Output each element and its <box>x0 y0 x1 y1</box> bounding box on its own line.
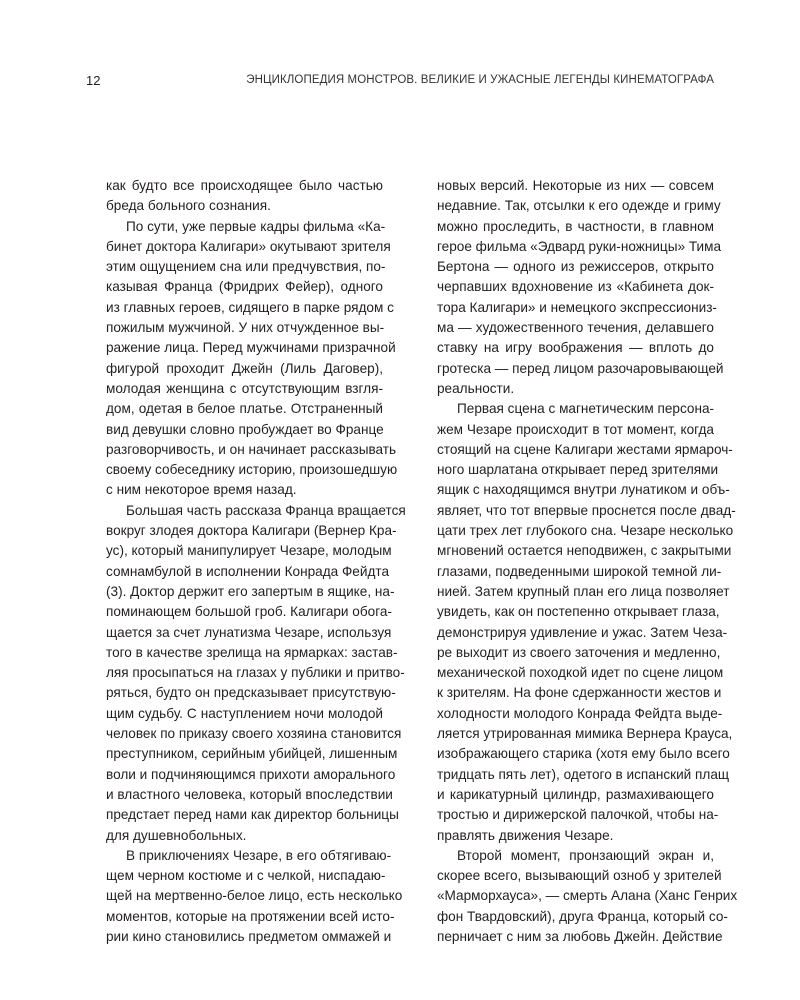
text-line: к зрителям. На фоне сдержанности жестов и <box>437 685 722 701</box>
text-line: пожилым мужчиной. У них отчужденное вы- <box>106 320 385 336</box>
text-column-right <box>437 176 738 947</box>
text-line: ляется утрированная мимика Вернера Крауса, <box>437 726 733 742</box>
text-line: новых версий. Некоторые из них — совсем <box>437 178 714 193</box>
text-line: ряться, будто он предсказывает присутствую- <box>106 685 396 701</box>
text-line: поминающем большой гроб. Калигари обога- <box>106 604 392 620</box>
text-line: демонстрируя удивление и ужас. Затем Чеза- <box>437 624 728 640</box>
paragraph <box>106 501 406 846</box>
text-line: ящик с находящимся внутри лунатиком и объ- <box>437 482 730 498</box>
text-line: этим ощущением сна или предчувствия, по- <box>106 259 386 275</box>
text-line: реальности. <box>437 380 515 396</box>
text-line: жем Чезаре происходит в тот момент, когда <box>437 421 714 437</box>
text-line: можно проследить, в частности, в главном <box>437 218 714 234</box>
text-line: стоящий на сцене Калигари жестами ярмароч- <box>437 441 733 457</box>
text-line: сомнамбулой в исполнении Конрада Фейдта <box>106 563 390 579</box>
text-line: воли и подчиняющимся прихоти аморального <box>106 766 396 782</box>
text-line: ражение лица. Перед мужчинами призрачной <box>106 340 396 356</box>
text-line: из главных героев, сидящего в парке рядом с <box>106 299 394 315</box>
text-line: механической походкой идет по сцене лицом <box>437 665 724 681</box>
paragraph <box>106 217 398 501</box>
text-line: предстает перед нами как директор больницы <box>106 807 399 823</box>
text-line: казывая Франца (Фридрих Фейер), одного <box>106 279 383 295</box>
text-line: как будто все происходящее было частью <box>106 178 383 193</box>
text-line: дом, одетая в белое платье. Отстраненный <box>106 401 383 417</box>
text-line: человек по приказу своего хозяина становится <box>106 726 402 742</box>
paragraph <box>437 399 736 846</box>
text-line: ма — художественного течения, делавшего <box>437 320 714 336</box>
paragraph <box>106 846 403 947</box>
text-line: бреда больного сознания. <box>106 198 271 214</box>
text-line: вид девушки словно пробуждает во Франце <box>106 421 384 437</box>
text-line: цати трех лет глубокого сна. Чезаре несколько <box>437 523 734 539</box>
text-line: ляя просыпаться на глазах у публики и притво- <box>106 665 405 681</box>
text-line: Первая сцена с магнетическим персона- <box>457 401 715 417</box>
text-line: ставку на игру воображения — вплоть до <box>437 340 714 356</box>
text-line: скорее всего, вызывающий озноб у зрителей <box>437 868 722 884</box>
text-line: черпавших вдохновение из «Кабинета док- <box>437 279 714 295</box>
text-line: гротеска — перед лицом разочаровывающей <box>437 360 724 376</box>
text-line: (3). Доктор держит его запертым в ящике, на- <box>106 583 395 599</box>
text-line: тора Калигари» и немецкого экспрессиониз- <box>437 299 717 315</box>
text-line: изображающего старика (хотя ему было всего <box>437 746 730 762</box>
paragraph <box>106 176 383 217</box>
text-line: щем черном костюме и с челкой, ниспадаю- <box>106 868 386 884</box>
text-line: увидеть, как он постепенно открывает глаза, <box>437 604 720 620</box>
text-line: разговорчивость, и он начинает рассказывать <box>106 441 397 457</box>
running-header-title: ЭНЦИКЛОПЕДИЯ МОНСТРОВ. ВЕЛИКИЕ И УЖАСНЫЕ ЛЕГЕНДЫ КИНЕМАТОГРАФА <box>246 74 714 86</box>
text-line: того в качестве зрелища на ярмарках: застав- <box>106 644 398 660</box>
text-line: и карикатурный цилиндр, размахивающего <box>437 786 714 802</box>
text-line: герое фильма «Эдвард руки-ножницы» Тима <box>437 238 722 254</box>
text-line: ного шарлатана открывает перед зрителями <box>437 462 719 478</box>
text-line: моментов, которые на протяжении всей исто- <box>106 908 395 924</box>
text-line: недавние. Так, отсылки к его одежде и гриму <box>437 198 721 214</box>
text-line: мгновений остается неподвижен, с закрытыми <box>437 543 732 559</box>
text-line: для душевнобольных. <box>106 827 247 843</box>
text-line: щей на мертвенно-белое лицо, есть несколько <box>106 888 403 904</box>
text-line: тридцать пять лет), одетого в испанский плащ <box>437 766 730 782</box>
text-line: перничает с ним за любовь Джейн. Действие <box>437 928 723 944</box>
text-line: нией. Затем крупный план его лица позволяет <box>437 583 730 599</box>
text-line: щим судьбу. С наступлением ночи молодой <box>106 705 383 721</box>
text-line: правлять движения Чезаре. <box>437 827 614 843</box>
text-line: являет, что тот впервые проснется после двад- <box>437 502 736 518</box>
text-line: Второй момент, пронзающий экран и, <box>457 847 714 863</box>
text-column-left <box>106 176 406 947</box>
text-line: В приключениях Чезаре, в его обтягиваю- <box>126 847 392 863</box>
text-line: холодности молодого Конрада Фейдта выде- <box>437 705 723 721</box>
paragraph <box>437 176 724 399</box>
page-number: 12 <box>86 73 101 88</box>
text-line: ре выходит из своего заточения и медленно, <box>437 644 721 660</box>
text-line: и властного человека, который впоследствии <box>106 786 393 802</box>
text-line: молодая женщина с отсутствующим взгля- <box>106 380 383 396</box>
text-line: щается за счет лунатизма Чезаре, используя <box>106 624 392 640</box>
text-line: бинет доктора Калигари» окутывают зрителя <box>106 238 391 254</box>
text-line: тростью и дирижерской палочкой, чтобы на- <box>437 807 719 823</box>
text-line: «Марморхауса», — смерть Алана (Ханс Генрих <box>437 888 738 904</box>
text-line: Бертона — одного из режиссеров, открыто <box>437 259 714 275</box>
text-line: своему собеседнику историю, произошедшую <box>106 462 398 478</box>
text-line: Большая часть рассказа Франца вращается <box>126 502 406 518</box>
paragraph <box>437 846 738 947</box>
text-line: вокруг злодея доктора Калигари (Вернер Кра- <box>106 523 397 539</box>
text-line: с ним некоторое время назад. <box>106 482 297 498</box>
text-line: фон Твардовский), друга Франца, который со- <box>437 908 728 924</box>
text-line: фигурой проходит Джейн (Лиль Даговер), <box>106 360 383 376</box>
text-line: преступником, серийным убийцей, лишенным <box>106 746 398 762</box>
text-line: ус), который манипулирует Чезаре, молодым <box>106 543 392 559</box>
text-line: По сути, уже первые кадры фильма «Ка- <box>126 218 386 234</box>
text-line: глазами, подведенными широкой темной ли- <box>437 563 722 579</box>
text-line: рии кино становились предметом оммажей и <box>106 928 392 944</box>
